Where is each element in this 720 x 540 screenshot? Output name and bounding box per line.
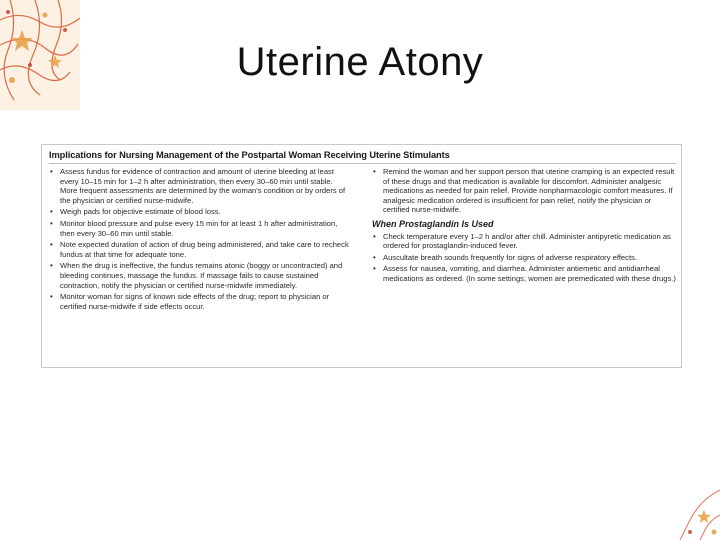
list-item-text: When the drug is ineffective, the fundus remains atonic (boggy or uncontracted) and bleeding continues, massage the fundus. If massage fails to cause sustained contraction, notify the physician or certified nurse-midwife immediately.	[60, 261, 343, 290]
bullet-icon: •	[50, 218, 53, 228]
list-item	[49, 219, 351, 238]
list-item	[49, 240, 351, 259]
bullet-icon: •	[50, 207, 53, 217]
bullet-icon: •	[50, 261, 53, 271]
list-item-text: Auscultate breath sounds frequently for signs of adverse respiratory effects.	[383, 252, 637, 262]
list-item-text: Monitor woman for signs of known side effects of the drug; report to physician or certified nurse-midwife if side effects occur.	[60, 292, 330, 311]
bullet-icon: •	[373, 264, 376, 274]
decorative-corner-pattern-bottom-right	[660, 470, 720, 540]
bullet-icon: •	[50, 240, 53, 250]
list-item-text: Monitor blood pressure and pulse every 15 min for at least 1 h after administration, then every 30–60 min until stable.	[60, 218, 338, 238]
list-item	[372, 167, 676, 215]
right-bottom-bullet-list	[372, 232, 676, 284]
list-item-text: Note expected duration of action of drug being administered, and take care to recheck fundus at that time for adequate tone.	[60, 240, 349, 259]
left-bullet-list	[49, 167, 351, 311]
slide-title: Uterine Atony	[236, 40, 484, 84]
bullet-icon: •	[373, 252, 376, 262]
list-item-text: Weigh pads for objective estimate of blood loss.	[60, 207, 221, 217]
title-divider	[49, 163, 676, 164]
list-item	[372, 253, 676, 263]
list-item-text: Assess for nausea, vomiting, and diarrhea. Administer antiemetic and antidiarrheal medications as ordered. (In some settings, women are premedicated with these drugs.)	[383, 264, 676, 283]
bullet-icon: •	[50, 167, 53, 176]
list-item-text: Assess fundus for evidence of contraction and amount of uterine bleeding at least every 10–15 min for 1–2 h after administration, then every 30–60 min until stable. More frequent assessments are determined by the woman's condition or by orders of the physician or certified nurse-midwife.	[60, 167, 346, 205]
list-item-text: Remind the woman and her support person that uterine cramping is an expected result of these drugs and that medication is available for discomfort. Administer analgesic medications as needed for pain relief. Provide nonpharmacologic comfort measures. If analgesic medication ordered is insufficient for pain relief, notify the physician or certified nurse-midwife.	[383, 167, 675, 215]
list-item	[49, 167, 351, 205]
list-item	[372, 264, 676, 283]
bullet-icon: •	[50, 292, 53, 302]
right-column	[372, 167, 676, 286]
list-item-text: Check temperature every 1–2 h and/or after chill. Administer antipyretic medication as ordered for prostaglandin-induced fever.	[383, 231, 671, 251]
prostaglandin-subheading: When Prostaglandin Is Used	[372, 218, 494, 229]
left-column	[49, 167, 351, 313]
list-item	[49, 292, 351, 311]
nursing-implications-table	[41, 144, 682, 368]
list-item	[372, 232, 676, 251]
list-item	[49, 207, 351, 217]
table-title: Implications for Nursing Management of the Postpartal Woman Receiving Uterine Stimulants	[49, 150, 450, 160]
list-item	[49, 261, 351, 290]
bullet-icon: •	[373, 231, 376, 241]
bullet-icon: •	[373, 167, 376, 176]
right-top-bullet-list	[372, 167, 676, 215]
